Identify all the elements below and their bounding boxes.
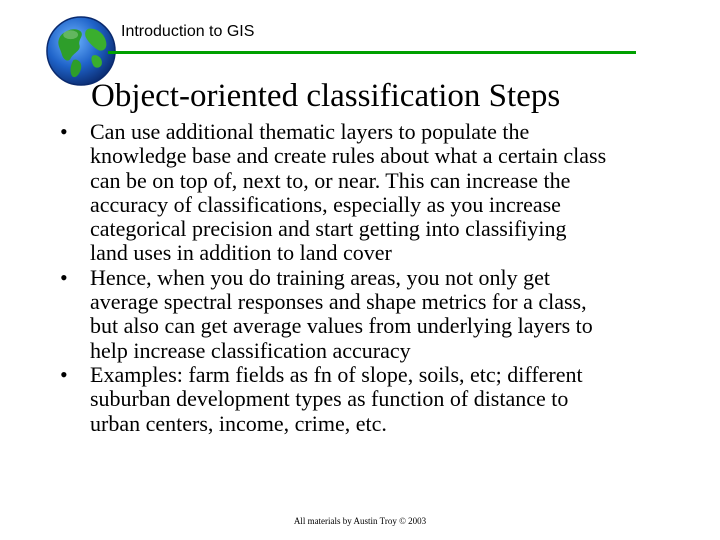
bullet-line: Hence, when you do training areas, you not only get — [90, 264, 551, 290]
bullet-line: average spectral responses and shape metrics for a class, — [90, 289, 587, 315]
bullet-item — [0, 363, 720, 436]
bullet-line: Examples: farm fields as fn of slope, soils, etc; different — [90, 361, 583, 387]
bullet-list — [0, 120, 720, 436]
bullet-marker: • — [60, 264, 68, 290]
slide-title: Object-oriented classification Steps — [91, 78, 561, 114]
bullet-line: Can use additional thematic layers to populate the — [90, 119, 530, 144]
bullet-line: categorical precision and start getting into classifiying — [90, 216, 567, 242]
header-divider — [108, 51, 636, 54]
bullet-line: urban centers, income, crime, etc. — [90, 410, 387, 436]
bullet-item — [0, 120, 720, 266]
bullet-line: but also can get average values from underlying layers to — [90, 313, 593, 339]
bullet-line: suburban development types as function of distance to — [90, 386, 569, 412]
footer-credit: All materials by Austin Troy © 2003 — [293, 516, 427, 526]
bullet-line: land uses in addition to land cover — [90, 240, 392, 266]
bullet-line: accuracy of classifications, especially as you increase — [90, 191, 561, 217]
bullet-line: help increase classification accuracy — [90, 337, 411, 363]
bullet-item — [0, 266, 720, 363]
bullet-line: can be on top of, next to, or near. This can increase the — [90, 167, 571, 193]
bullet-marker: • — [60, 119, 68, 144]
header-title: Introduction to GIS — [121, 23, 255, 40]
bullet-marker: • — [60, 361, 68, 387]
bullet-line: knowledge base and create rules about what a certain class — [90, 143, 607, 169]
